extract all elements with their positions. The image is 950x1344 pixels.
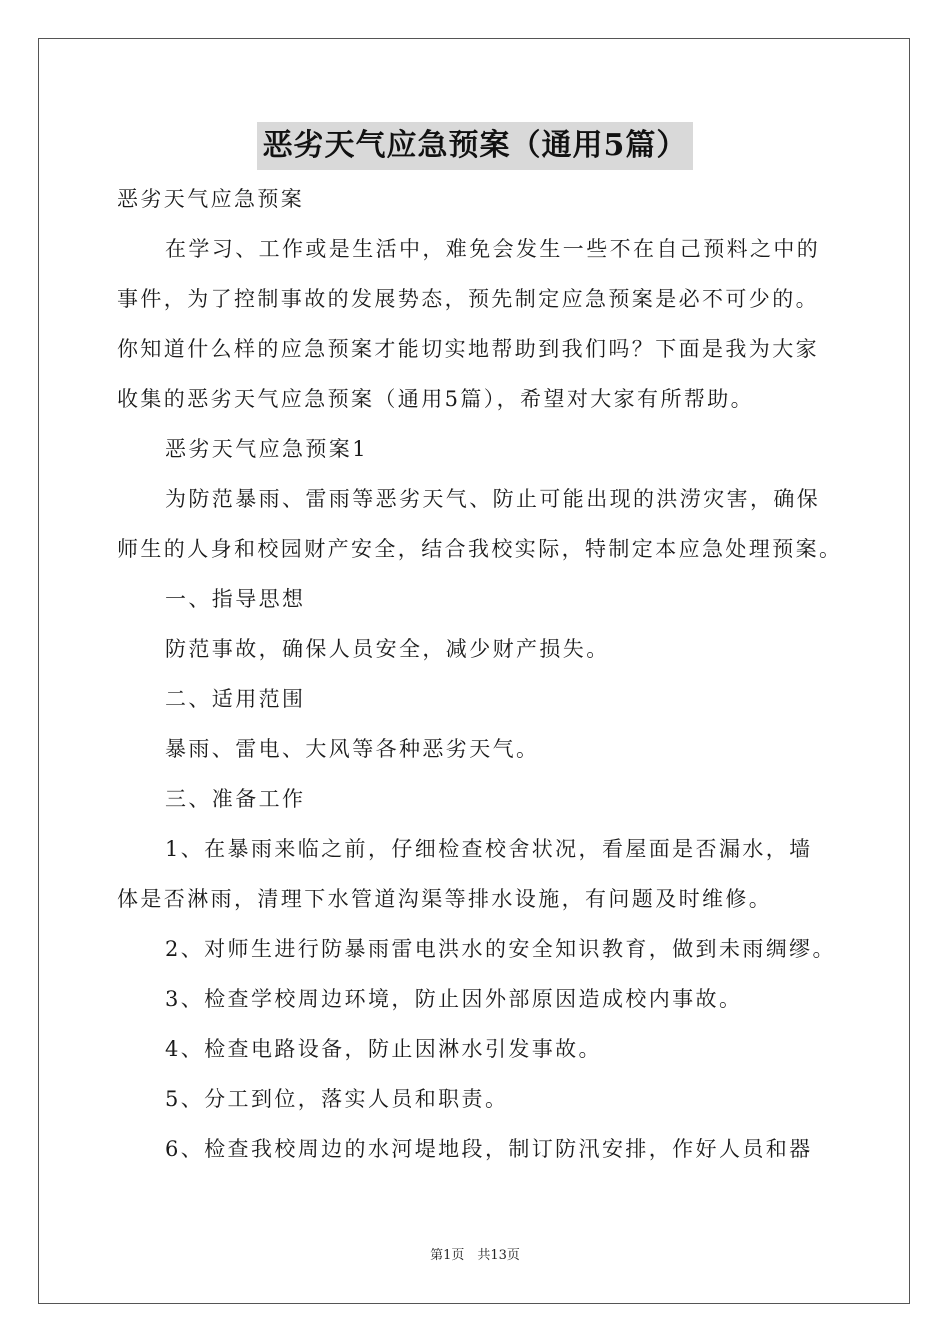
text-line: 4、检查电路设备，防止因淋水引发事故。 xyxy=(165,1037,602,1061)
text-line: 体是否淋雨，清理下水管道沟渠等排水设施，有问题及时维修。 xyxy=(117,887,773,911)
text-line: 6、检查我校周边的水河堤地段，制订防汛安排，作好人员和器 xyxy=(165,1137,813,1161)
text-line: 事件，为了控制事故的发展势态，预先制定应急预案是必不可少的。 xyxy=(117,287,819,311)
text-line: 恶劣天气应急预案 xyxy=(117,187,305,211)
page-footer: 第1页 共13页 xyxy=(430,1248,520,1263)
text-line: 二、适用范围 xyxy=(165,687,306,711)
text-line: 师生的人身和校园财产安全，结合我校实际，特制定本应急处理预案。 xyxy=(117,537,843,561)
text-line: 收集的恶劣天气应急预案（通用5篇），希望对大家有所帮助。 xyxy=(117,387,755,411)
text-line: 你知道什么样的应急预案才能切实地帮助到我们吗？下面是我为大家 xyxy=(117,337,819,361)
text-line: 防范事故，确保人员安全，减少财产损失。 xyxy=(165,637,610,661)
text-line: 暴雨、雷电、大风等各种恶劣天气。 xyxy=(165,737,540,761)
text-line: 恶劣天气应急预案1 xyxy=(165,437,368,461)
text-line: 在学习、工作或是生活中，难免会发生一些不在自己预料之中的 xyxy=(165,237,821,261)
document-body xyxy=(117,174,842,1174)
text-line: 5、分工到位，落实人员和职责。 xyxy=(165,1087,509,1111)
text-line: 三、准备工作 xyxy=(165,787,306,811)
text-line: 一、指导思想 xyxy=(165,587,306,611)
text-line: 2、对师生进行防暴雨雷电洪水的安全知识教育，做到未雨绸缪。 xyxy=(165,937,836,961)
text-line: 1、在暴雨来临之前，仔细检查校舍状况，看屋面是否漏水，墙 xyxy=(165,837,813,861)
document-title: 恶劣天气应急预案（通用5篇） xyxy=(257,122,694,170)
title-container xyxy=(0,122,950,170)
text-line: 3、检查学校周边环境，防止因外部原因造成校内事故。 xyxy=(165,987,743,1011)
text-line: 为防范暴雨、雷雨等恶劣天气、防止可能出现的洪涝灾害，确保 xyxy=(165,487,821,511)
